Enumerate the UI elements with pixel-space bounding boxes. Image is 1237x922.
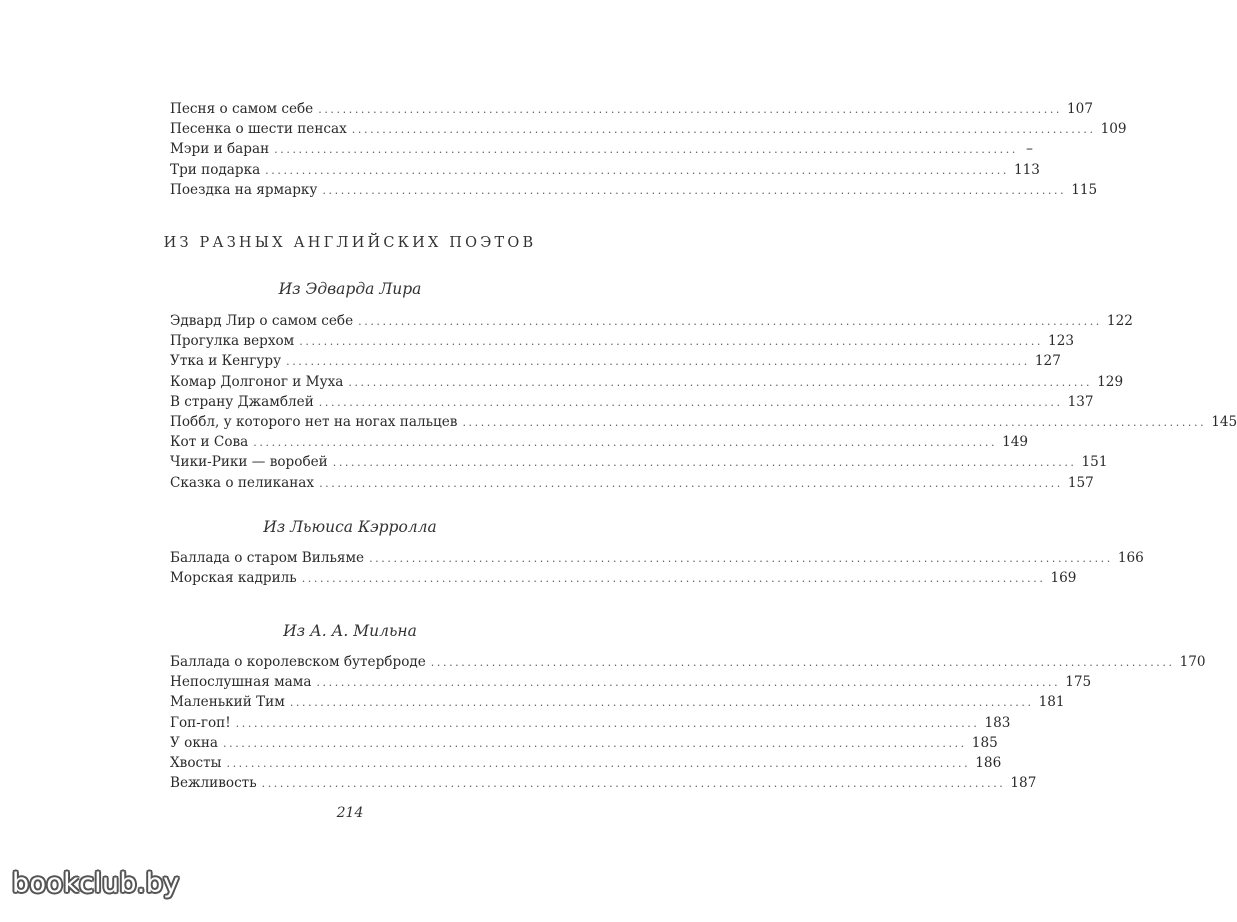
leader-dots: ..........................................................................................................................	[319, 476, 1063, 490]
toc-entry-title: Песенка о шести пенсах	[170, 121, 347, 138]
leader-dots: ..........................................................................................................................	[369, 552, 1113, 565]
toc-entry-page: 113	[1013, 161, 1040, 178]
toc-group-top	[170, 99, 1127, 200]
toc-entry-page: 151	[1081, 454, 1108, 471]
toc-entry-title: Хвосты	[170, 754, 222, 771]
toc-entry	[170, 372, 1124, 392]
leader-dots: ..........................................................................................................................	[322, 183, 1067, 197]
toc-entry-page: 115	[1071, 181, 1098, 198]
leader-dots: ..........................................................................................................................	[223, 736, 967, 750]
toc-entry	[170, 548, 1144, 568]
toc-entry-page: 169	[1050, 570, 1077, 587]
author-heading-carroll: Из Льюиса Кэрролла	[263, 518, 437, 536]
leader-dots: ..........................................................................................................................	[332, 456, 1077, 470]
toc-entry-title: У окна	[170, 734, 218, 751]
toc-group-carroll	[170, 548, 1144, 588]
toc-entry	[170, 99, 1093, 119]
toc-group-milne	[170, 652, 1206, 793]
leader-dots: ..........................................................................................................................	[316, 676, 1061, 690]
toc-entry-page: 123	[1048, 333, 1074, 350]
toc-entry-page: 137	[1067, 393, 1094, 410]
leader-dots: ..........................................................................................................................	[261, 777, 1006, 791]
toc-entry	[170, 351, 1061, 371]
toc-entry-title: Непослушная мама	[170, 674, 312, 691]
leader-dots: ..........................................................................................................................	[358, 315, 1102, 328]
toc-entry-title: Маленький Тим	[170, 694, 285, 711]
toc-entry-page: 129	[1097, 373, 1124, 390]
leader-dots: ..........................................................................................................................	[462, 415, 1207, 429]
leader-dots: ..........................................................................................................................	[226, 756, 971, 770]
leader-dots: ..........................................................................................................................	[235, 716, 980, 730]
toc-entry-title: Три подарка	[170, 161, 261, 178]
toc-entry-title: Песня о самом себе	[170, 101, 314, 117]
toc-entry	[170, 180, 1098, 200]
toc-entry-page: 183	[984, 714, 1011, 731]
toc-entry-page: 175	[1065, 674, 1092, 691]
leader-dots: ..........................................................................................................................	[286, 355, 1030, 369]
toc-entry-page: 109	[1100, 121, 1127, 138]
toc-entry-page: 122	[1106, 313, 1133, 329]
leader-dots: ..........................................................................................................................	[318, 395, 1063, 409]
toc-entry	[170, 160, 1040, 180]
toc-entry	[170, 672, 1092, 692]
toc-entry-page: –	[1026, 141, 1033, 158]
toc-entry-title: Гоп-гоп!	[170, 714, 231, 731]
toc-entry-title: Комар Долгоног и Муха	[170, 373, 344, 390]
toc-entry	[170, 119, 1127, 139]
toc-entry	[170, 473, 1094, 493]
toc-entry-page: 170	[1179, 654, 1206, 670]
toc-entry-title: Баллада о королевском бутерброде	[170, 654, 426, 670]
leader-dots: ..........................................................................................................................	[289, 696, 1034, 710]
leader-dots: ..........................................................................................................................	[348, 375, 1093, 389]
toc-entry	[170, 139, 1033, 159]
leader-dots: ..........................................................................................................................	[301, 572, 1046, 586]
watermark: bookclub.by	[12, 868, 180, 899]
author-heading-lear: Из Эдварда Лира	[278, 280, 422, 298]
toc-entry-title: Эдвард Лир о самом себе	[170, 313, 354, 329]
toc-entry-page: 107	[1067, 101, 1093, 117]
toc-entry-page: 145	[1211, 413, 1237, 430]
toc-entry-title: В страну Джамблей	[170, 393, 314, 410]
page-number: 214	[336, 805, 364, 821]
toc-entry-title: Поббл, у которого нет на ногах пальцев	[170, 413, 458, 430]
toc-entry-title: Чики-Рики — воробей	[170, 454, 328, 471]
toc-entry-title: Кот и Сова	[170, 434, 249, 451]
leader-dots: ..........................................................................................................................	[430, 656, 1175, 669]
toc-entry-title: Вежливость	[170, 775, 257, 792]
toc-entry	[170, 773, 1037, 793]
toc-entry-page: 187	[1010, 775, 1037, 792]
leader-dots: ..........................................................................................................................	[299, 335, 1044, 349]
section-heading: ИЗ РАЗНЫХ АНГЛИЙСКИХ ПОЭТОВ	[163, 235, 537, 251]
toc-entry-page: 166	[1117, 550, 1144, 566]
toc-entry	[170, 452, 1108, 472]
toc-entry	[170, 568, 1077, 588]
toc-entry-page: 149	[1002, 434, 1029, 451]
toc-entry	[170, 713, 1011, 733]
toc-entry	[170, 392, 1094, 412]
leader-dots: ..........................................................................................................................	[318, 103, 1063, 116]
toc-entry-title: Мэри и баран	[170, 141, 270, 158]
toc-entry	[170, 412, 1237, 432]
leader-dots: ..........................................................................................................................	[351, 123, 1096, 137]
leader-dots: ..........................................................................................................................	[265, 163, 1009, 177]
toc-group-lear	[170, 311, 1237, 493]
toc-entry	[170, 311, 1133, 331]
toc-entry	[170, 753, 1002, 773]
toc-entry-page: 186	[975, 754, 1002, 771]
leader-dots: ..........................................................................................................................	[253, 436, 998, 450]
toc-entry	[170, 652, 1206, 672]
toc-entry-page: 185	[971, 734, 998, 751]
toc-entry	[170, 692, 1065, 712]
toc-entry	[170, 733, 998, 753]
toc-entry-page: 157	[1067, 474, 1094, 491]
toc-entry-title: Сказка о пеликанах	[170, 474, 315, 491]
toc-entry-page: 181	[1038, 694, 1065, 711]
toc-entry-title: Утка и Кенгуру	[170, 353, 282, 370]
toc-entry-title: Морская кадриль	[170, 570, 297, 587]
toc-entry-page: 127	[1034, 353, 1061, 370]
toc-entry-title: Поездка на ярмарку	[170, 181, 318, 198]
toc-entry	[170, 331, 1074, 351]
author-heading-milne: Из А. А. Мильна	[283, 622, 417, 640]
toc-entry-title: Баллада о старом Вильяме	[170, 550, 365, 566]
leader-dots: ..........................................................................................................................	[274, 143, 1018, 157]
toc-entry-title: Прогулка верхом	[170, 333, 295, 350]
toc-entry	[170, 432, 1029, 452]
